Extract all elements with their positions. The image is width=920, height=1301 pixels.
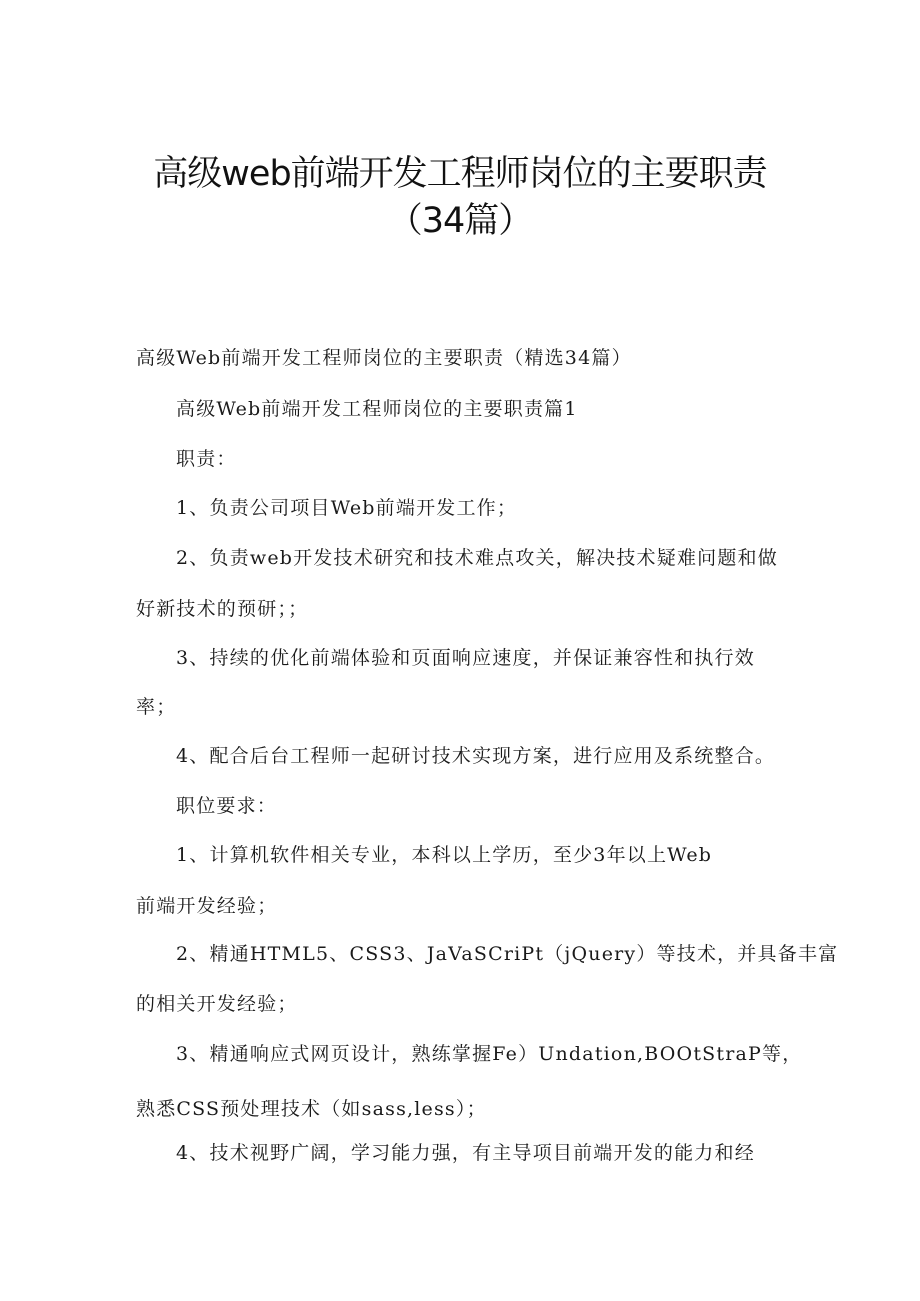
document-title-line-2: （34篇） bbox=[387, 201, 533, 241]
requirement-item-4: 4、技术视野广阔，学习能力强，有主导项目前端开发的能力和经 bbox=[176, 1142, 755, 1164]
requirement-item-1: 1、计算机软件相关专业，本科以上学历，至少3年以上Web bbox=[176, 844, 713, 866]
requirement-item-3: 3、精通响应式网页设计，熟练掌握Fe）Undation,BOOtStraP等， bbox=[176, 1043, 803, 1065]
duty-item-3: 3、持续的优化前端体验和页面响应速度，并保证兼容性和执行效 bbox=[176, 647, 755, 669]
document-title-line-1: 高级web前端开发工程师岗位的主要职责 bbox=[153, 154, 767, 194]
duty-item-4: 4、配合后台工程师一起研讨技术实现方案，进行应用及系统整合。 bbox=[176, 745, 776, 767]
duty-item-2: 2、负责web开发技术研究和技术难点攻关，解决技术疑难问题和做 bbox=[176, 547, 778, 569]
requirements-label: 职位要求： bbox=[176, 795, 278, 817]
duty-item-2-continued: 好新技术的预研；； bbox=[136, 598, 309, 620]
duty-item-3-continued: 率； bbox=[136, 696, 177, 718]
requirement-item-3-continued: 熟悉CSS预处理技术（如sass,less）； bbox=[136, 1098, 487, 1120]
requirement-item-2: 2、精通HTML5、CSS3、JaVaSCriPt（jQuery）等技术，并具备丰富 bbox=[176, 943, 839, 965]
document-subtitle: 高级Web前端开发工程师岗位的主要职责（精选34篇） bbox=[136, 347, 632, 369]
requirement-item-2-continued: 的相关开发经验； bbox=[136, 993, 298, 1015]
requirement-item-1-continued: 前端开发经验； bbox=[136, 895, 278, 917]
duty-item-1: 1、负责公司项目Web前端开发工作； bbox=[176, 497, 518, 519]
duties-label: 职责： bbox=[176, 448, 237, 470]
section-heading: 高级Web前端开发工程师岗位的主要职责篇1 bbox=[176, 398, 578, 420]
